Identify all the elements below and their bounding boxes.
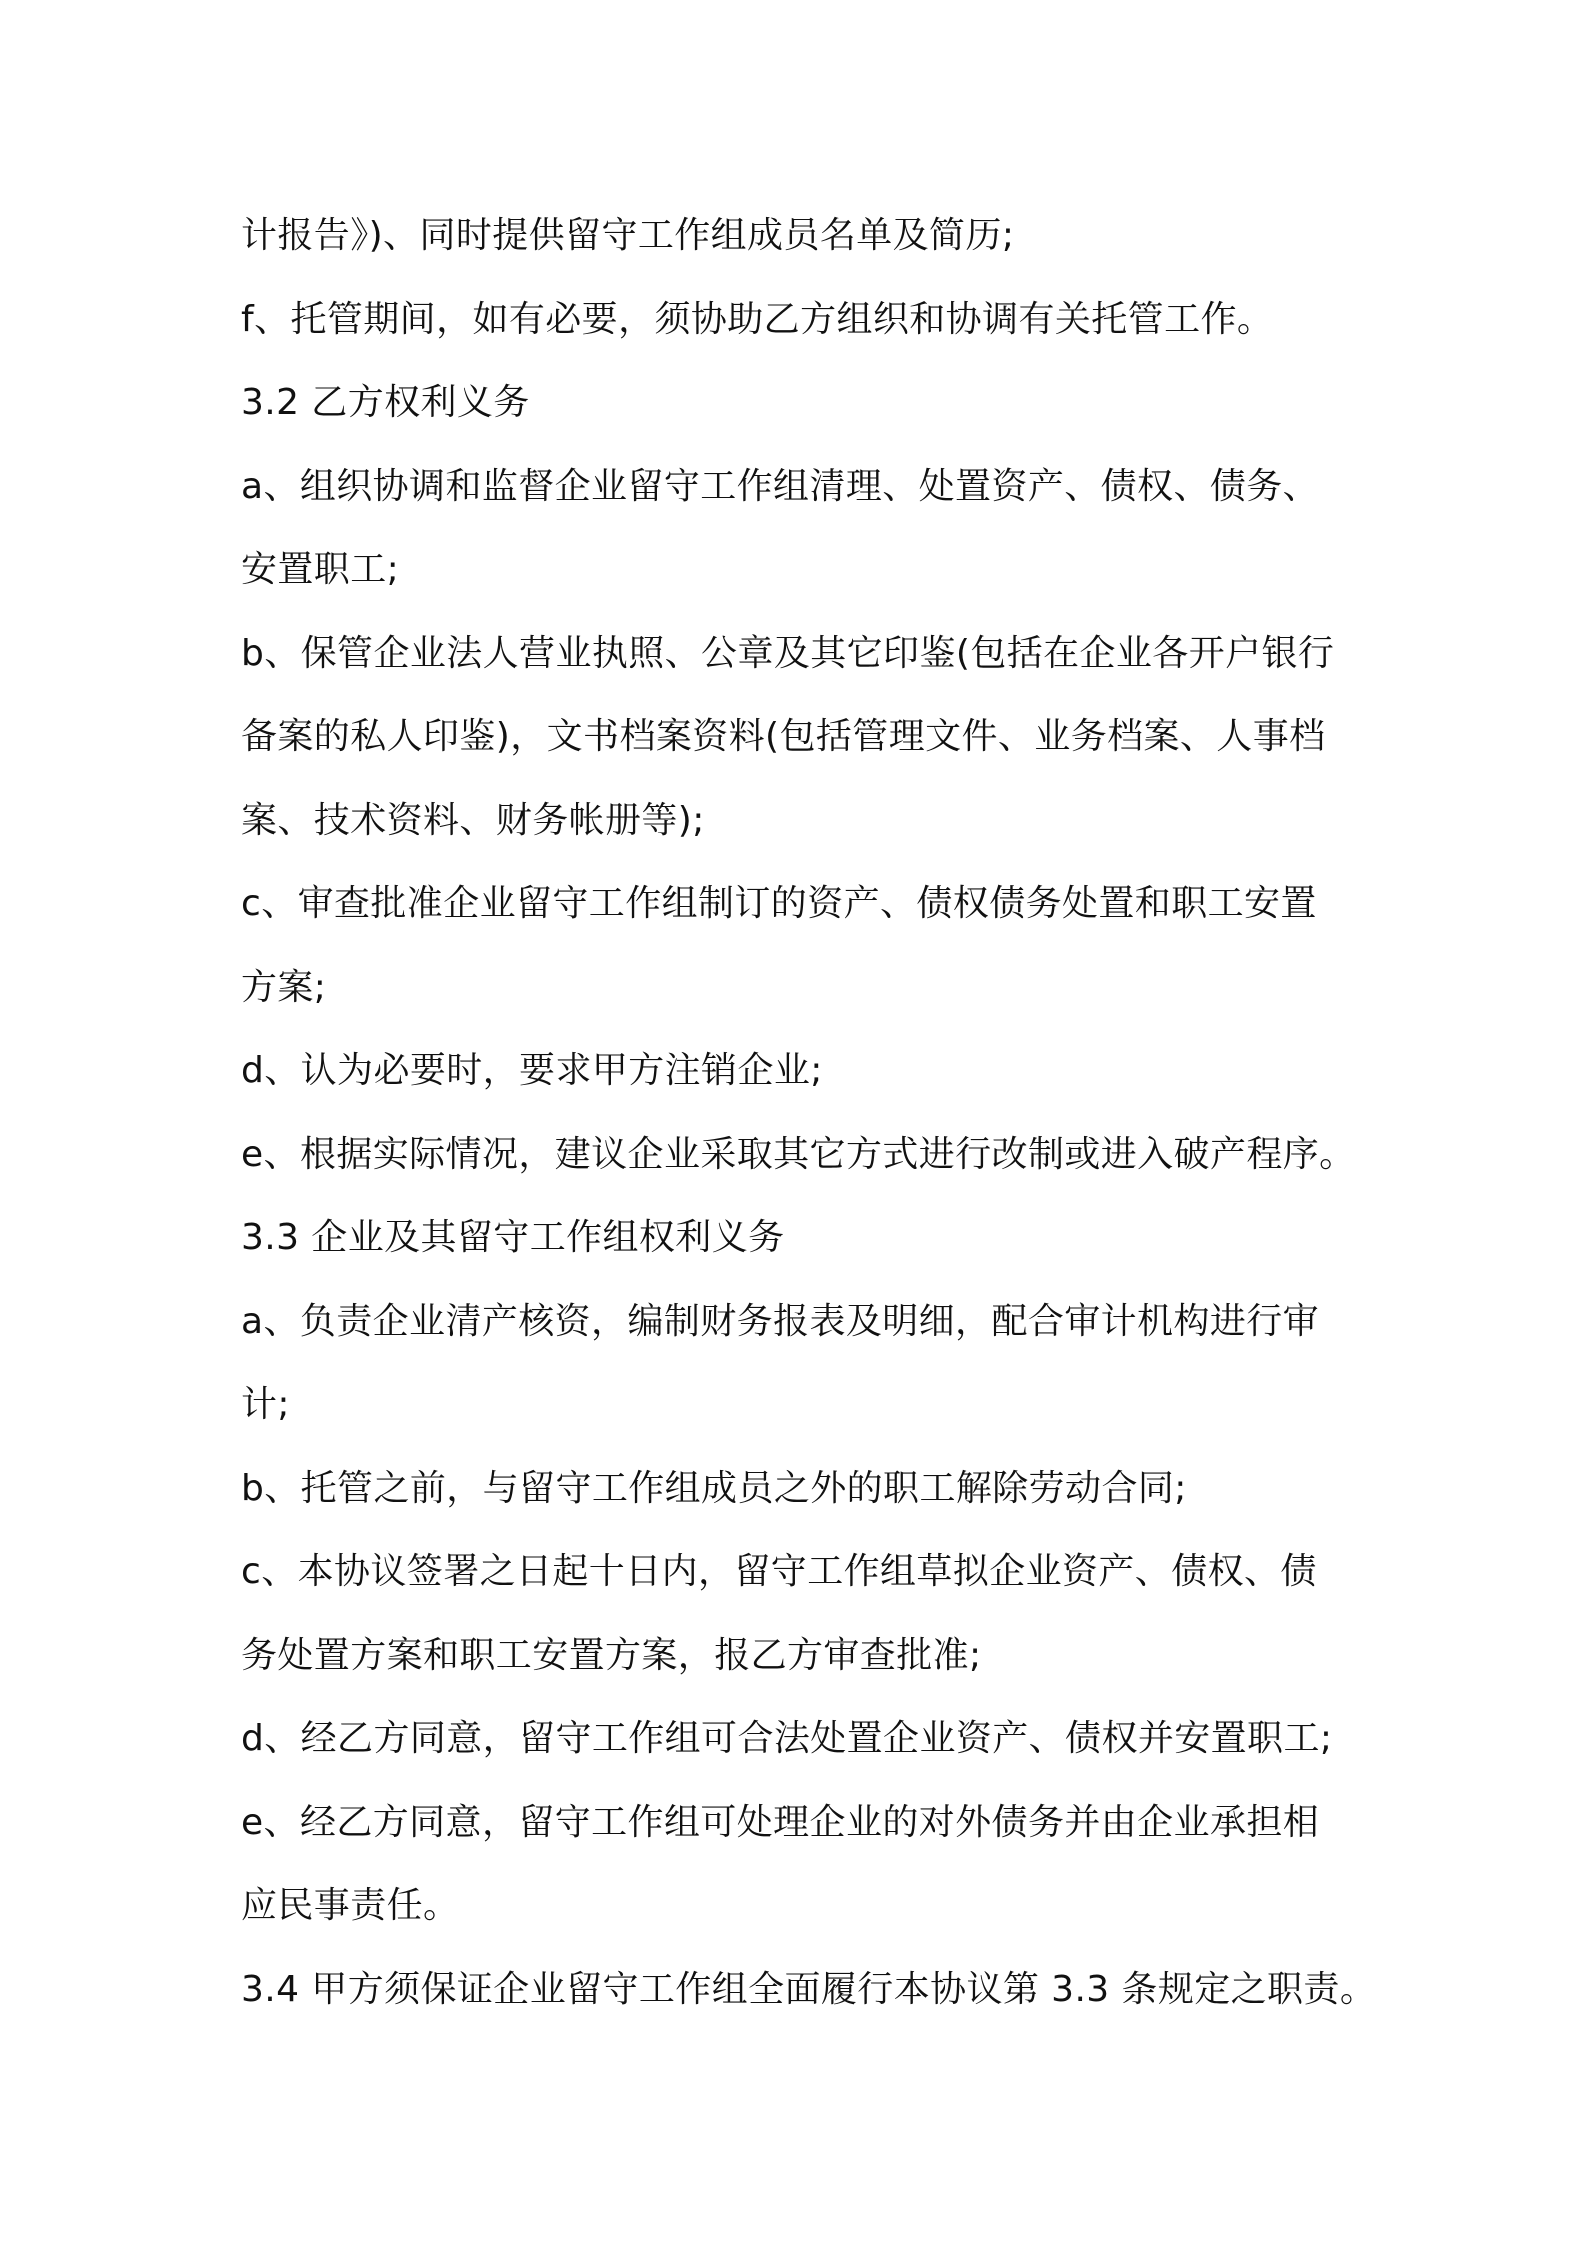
text-line: a、组织协调和监督企业留守工作组清理、处置资产、债权、债务、 bbox=[241, 465, 1320, 507]
text-line: 安置职工; bbox=[241, 549, 400, 590]
agreement-text bbox=[241, 194, 1401, 2031]
text-line: f、托管期间，如有必要，须协助乙方组织和协调有关托管工作。 bbox=[241, 298, 1274, 340]
text-line: b、托管之前，与留守工作组成员之外的职工解除劳动合同; bbox=[241, 1467, 1187, 1509]
section-3-4-text: 3.4 甲方须保证企业留守工作组全面履行本协议第 3.3 条规定之职责。 bbox=[241, 1968, 1377, 2010]
text-line: 务处置方案和职工安置方案，报乙方审查批准; bbox=[241, 1634, 982, 1676]
text-line: d、认为必要时，要求甲方注销企业; bbox=[241, 1050, 823, 1091]
text-line: e、经乙方同意，留守工作组可处理企业的对外债务并由企业承担相 bbox=[241, 1801, 1320, 1843]
text-line: e、根据实际情况，建议企业采取其它方式进行改制或进入破产程序。 bbox=[241, 1133, 1356, 1175]
text-line: 方案; bbox=[241, 966, 327, 1008]
text-line: b、保管企业法人营业执照、公章及其它印鉴(包括在企业各开户银行 bbox=[241, 632, 1335, 674]
text-line: a、负责企业清产核资，编制财务报表及明细，配合审计机构进行审 bbox=[241, 1300, 1320, 1342]
text-line: 计报告》)、同时提供留守工作组成员名单及简历; bbox=[241, 215, 1015, 256]
text-line: 应民事责任。 bbox=[241, 1885, 460, 1926]
text-line: 备案的私人印鉴)，文书档案资料(包括管理文件、业务档案、人事档 bbox=[241, 716, 1326, 757]
text-line: c、审查批准企业留守工作组制订的资产、债权债务处置和职工安置 bbox=[241, 883, 1317, 924]
section-heading-3-3: 3.3 企业及其留守工作组权利义务 bbox=[241, 1217, 785, 1258]
text-line: c、本协议签署之日起十日内，留守工作组草拟企业资产、债权、债 bbox=[241, 1551, 1317, 1592]
section-heading-3-2: 3.2 乙方权利义务 bbox=[241, 382, 530, 423]
text-line: 计; bbox=[241, 1384, 290, 1425]
text-line: d、经乙方同意，留守工作组可合法处置企业资产、债权并安置职工; bbox=[241, 1718, 1333, 1759]
text-line: 案、技术资料、财务帐册等); bbox=[241, 799, 705, 841]
